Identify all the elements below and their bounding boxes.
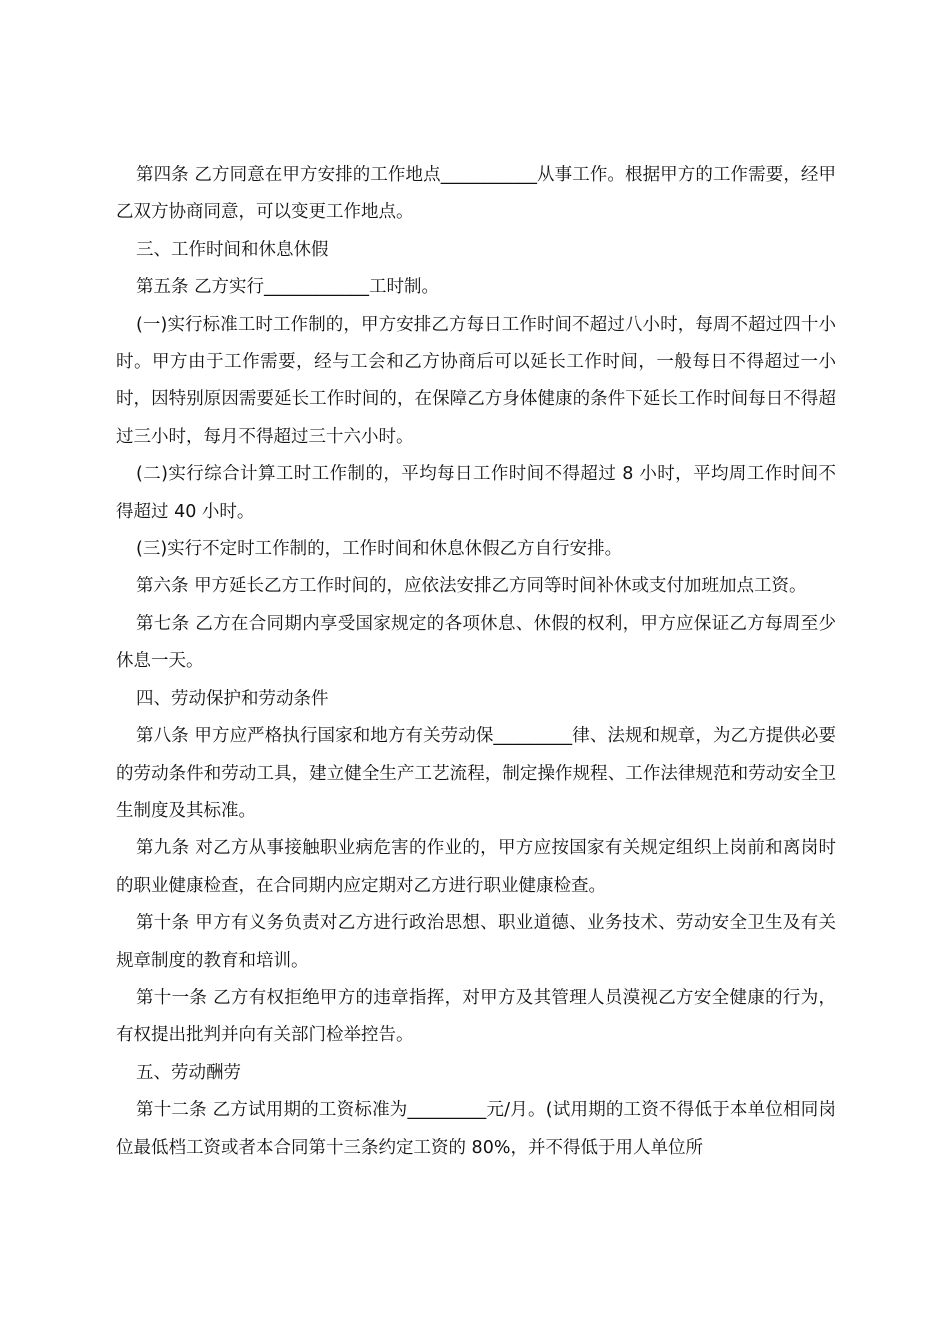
contract-document: [116, 157, 836, 1167]
paragraph-standard-hours: (一)实行标准工时工作制的，甲方安排乙方每日工作时间不超过八小时，每周不超过四十小时。甲方由于工作需要，经与工会和乙方协商后可以延长工作时间，一般每日不得超过一小时，因特别原因需要延长工作时间的，在保障乙方身体健康的条件下延长工作时间每日不得超过三小时，每月不得超过三十六小时。: [116, 314, 836, 447]
section-heading-work-time: 三、工作时间和休息休假: [136, 239, 329, 260]
paragraph-article-12: 第十二条 乙方试用期的工资标准为_________元/月。(试用期的工资不得低于本单位相同岗位最低档工资或者本合同第十三条约定工资的 80%，并不得低于用人单位所: [116, 1100, 836, 1158]
paragraph-article-11: 第十一条 乙方有权拒绝甲方的违章指挥，对甲方及其管理人员漠视乙方安全健康的行为，有权提出批判并向有关部门检举控告。: [116, 987, 836, 1046]
paragraph-article-8: 第八条 甲方应严格执行国家和地方有关劳动保_________律、法规和规章，为乙方提供必要的劳动条件和劳动工具，建立健全生产工艺流程，制定操作规程、工作法律规范和劳动安全卫生制度及其标准。: [116, 726, 836, 821]
paragraph-article-5: 第五条 乙方实行____________工时制。: [136, 277, 440, 298]
paragraph-article-9: 第九条 对乙方从事接触职业病危害的作业的，甲方应按国家有关规定组织上岗前和离岗时的职业健康检查，在合同期内应定期对乙方进行职业健康检查。: [116, 838, 836, 896]
section-heading-remuneration: 五、劳动酬劳: [136, 1062, 241, 1083]
paragraph-article-7: 第七条 乙方在合同期内享受国家规定的各项休息、休假的权利，甲方应保证乙方每周至少休息一天。: [116, 613, 836, 672]
paragraph-article-4: 第四条 乙方同意在甲方安排的工作地点___________从事工作。根据甲方的工作需要，经甲乙双方协商同意，可以变更工作地点。: [116, 165, 836, 223]
paragraph-comprehensive-hours: (二)实行综合计算工时工作制的，平均每日工作时间不得超过 8 小时，平均周工作时间不得超过 40 小时。: [116, 464, 836, 522]
section-heading-labor-protection: 四、劳动保护和劳动条件: [136, 688, 329, 709]
paragraph-flexible-hours: (三)实行不定时工作制的，工作时间和休息休假乙方自行安排。: [136, 539, 623, 560]
paragraph-article-6: 第六条 甲方延长乙方工作时间的，应依法安排乙方同等时间补休或支付加班加点工资。: [136, 576, 807, 597]
paragraph-article-10: 第十条 甲方有义务负责对乙方进行政治思想、职业道德、业务技术、劳动安全卫生及有关规章制度的教育和培训。: [116, 913, 836, 971]
